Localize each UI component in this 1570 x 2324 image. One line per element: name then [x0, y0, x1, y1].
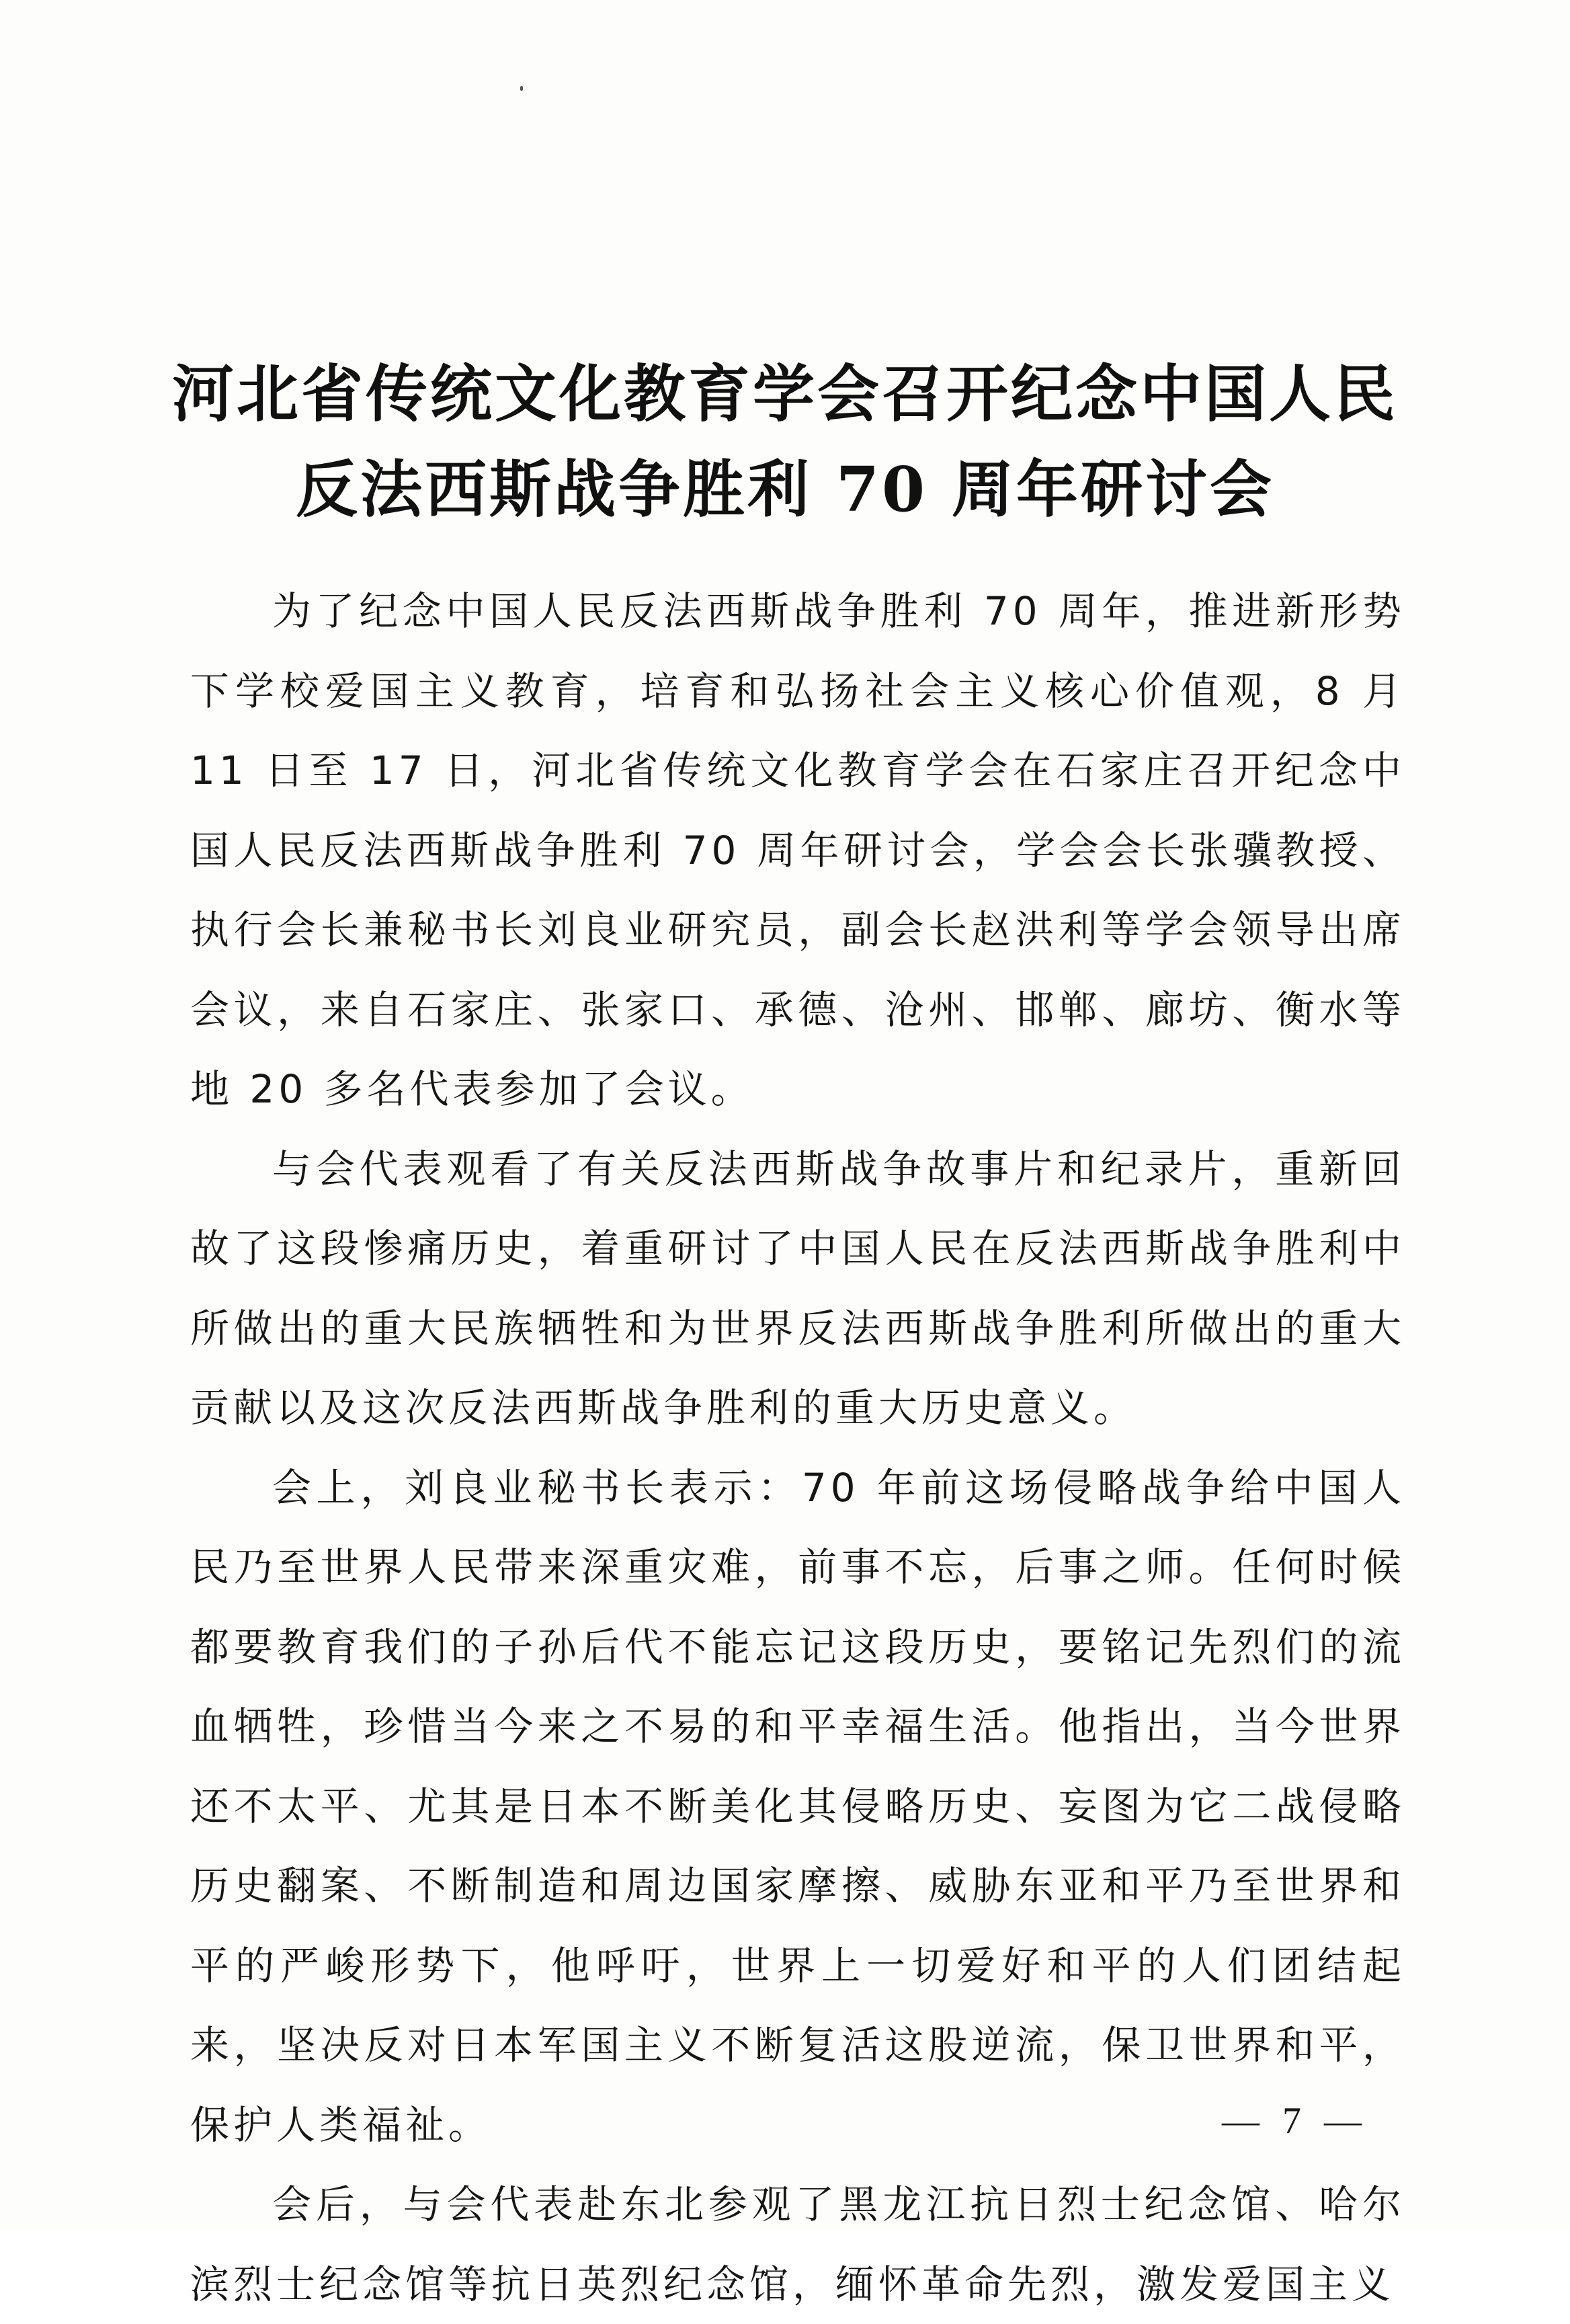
- paragraph-2: 与会代表观看了有关反法西斯战争故事片和纪录片，重新回故了这段惨痛历史，着重研讨了中国人民在反法西斯战争胜利中所做出的重大民族牺牲和为世界反法西斯战争胜利所做出的重大贡献以及这次反法西斯战争胜利的重大历史意义。: [190, 1146, 1405, 1431]
- page-number: — 7 —: [1222, 2100, 1368, 2142]
- scan-speck: [520, 86, 523, 91]
- article-body: [190, 571, 1405, 2324]
- paragraph-4: 会后，与会代表赴东北参观了黑龙江抗日烈士纪念馆、哈尔滨烈士纪念馆等抗日英烈纪念馆，缅怀革命先烈，激发爱国主义: [190, 2181, 1405, 2307]
- title-line-2: 反法西斯战争胜利 70 周年研讨会: [295, 453, 1275, 526]
- title-line-1: 河北省传统文化教育学会召开纪念中国人民: [171, 358, 1398, 430]
- paragraph-1: 为了纪念中国人民反法西斯战争胜利 70 周年，推进新形势下学校爱国主义教育，培育和弘扬社会主义核心价值观，8 月 11 日至 17 日，河北省传统文化教育学会在石家庄召开纪念中国人民反法西斯战争胜利 70 周年研讨会，学会会长张骥教授、执行会长兼秘书长刘良业研究员，副会长赵洪利等学会领导出席会议，来自石家庄、张家口、承德、沧州、邯郸、廊坊、衡水等地 20 多名代表参加了会议。: [190, 588, 1405, 1112]
- paragraph-3: 会上，刘良业秘书长表示：70 年前这场侵略战争给中国人民乃至世界人民带来深重灾难，前事不忘，后事之师。任何时候都要教育我们的子孙后代不能忘记这段历史，要铭记先烈们的流血牺牲，珍惜当今来之不易的和平幸福生活。他指出，当今世界还不太平、尤其是日本不断美化其侵略历史、妄图为它二战侵略历史翻案、不断制造和周边国家摩擦、威胁东亚和平乃至世界和平的严峻形势下，他呼吁，世界上一切爱好和平的人们团结起来，坚决反对日本军国主义不断复活这股逆流，保卫世界和平，保护人类福祉。: [190, 1464, 1405, 2148]
- article-title: [161, 346, 1409, 537]
